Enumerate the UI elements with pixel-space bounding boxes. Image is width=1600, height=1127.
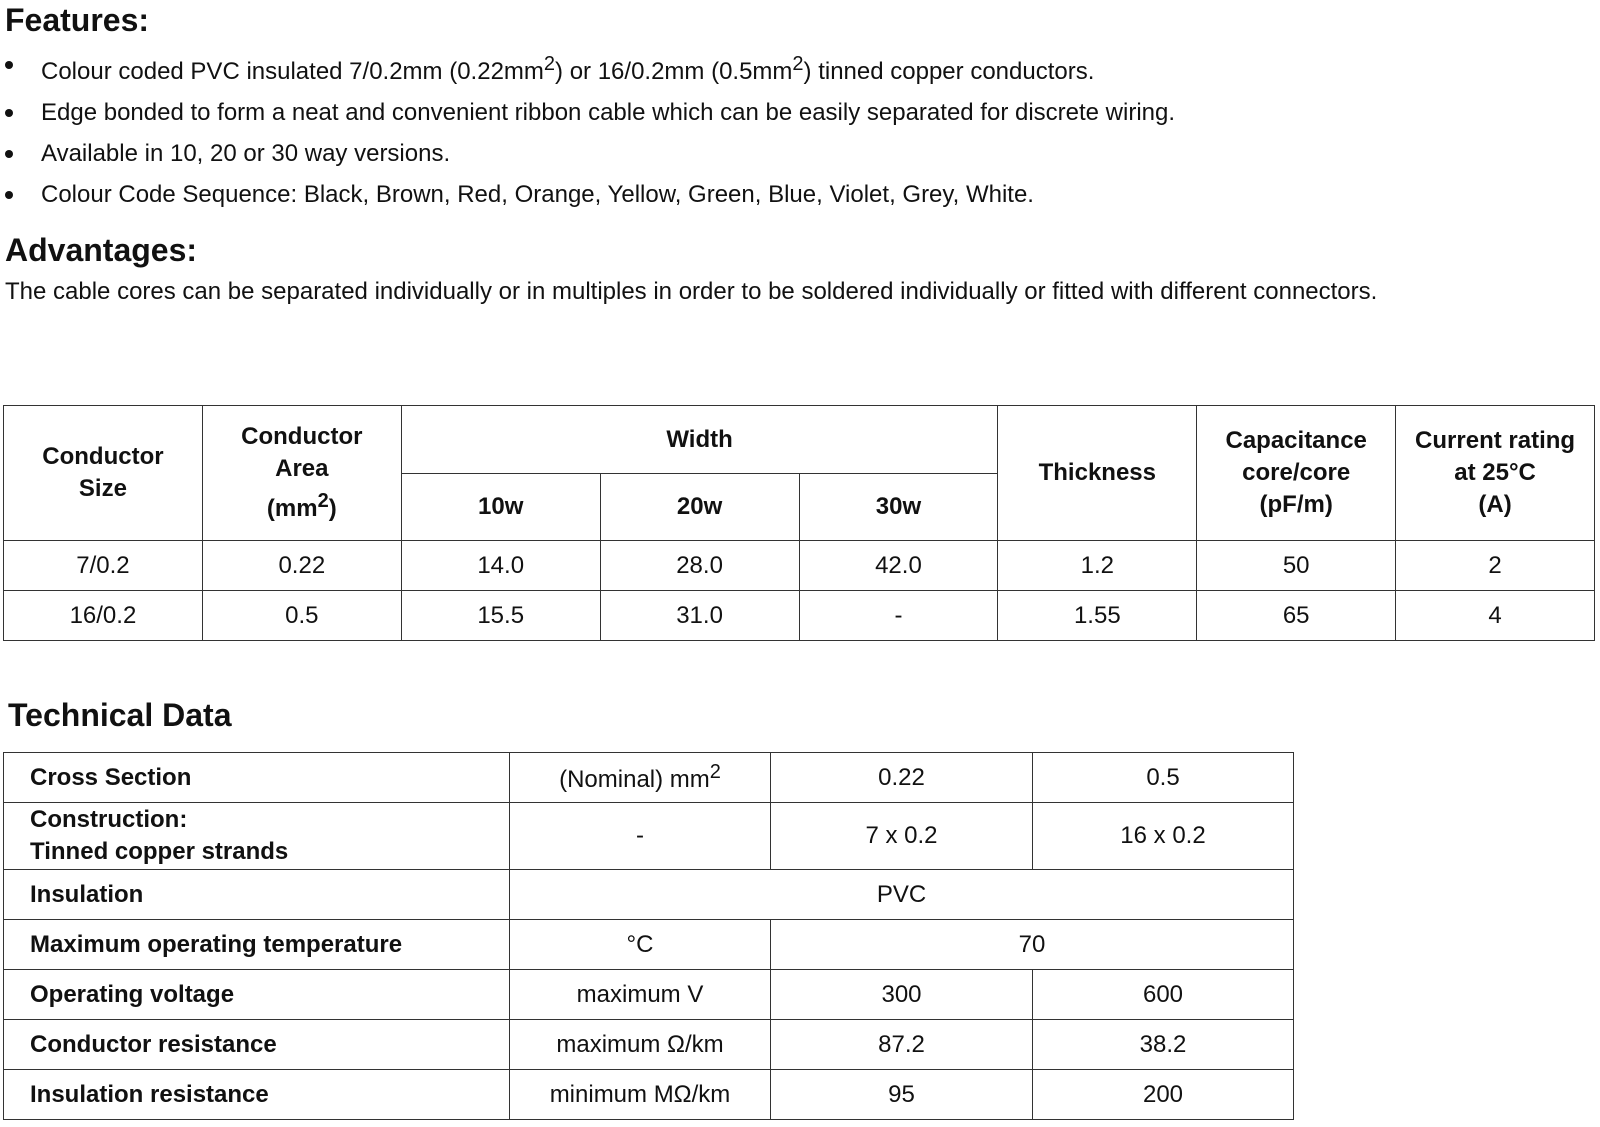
- cell-size: 16/0.2: [4, 591, 203, 641]
- superscript: 2: [543, 53, 556, 75]
- technical-data-heading: Technical Data: [8, 697, 232, 733]
- header-capacitance: Capacitance core/core (pF/m): [1197, 406, 1396, 541]
- cell-w20: 31.0: [600, 591, 799, 641]
- feature-item-conductors: [0, 44, 1175, 92]
- feature-item-versions: [0, 133, 1175, 174]
- value-insulation-resistance-1: 95: [771, 1070, 1033, 1120]
- header-conductor-size: Conductor Size: [4, 406, 203, 541]
- label-construction: Construction: Tinned copper strands: [4, 803, 510, 870]
- table-row: [4, 591, 1595, 641]
- technical-data-table: [3, 752, 1294, 1120]
- bullet-icon: [5, 150, 13, 158]
- header-width-30w: 30w: [799, 474, 998, 541]
- advantages-text: The cable cores can be separated individually or in multiples in order to be soldered individually or fitted with different connectors.: [5, 278, 1378, 305]
- value-max-temperature: 70: [771, 920, 1294, 970]
- cell-thickness: 1.2: [998, 541, 1197, 591]
- row-operating-voltage: [4, 970, 1294, 1020]
- row-construction: [4, 803, 1294, 870]
- superscript: 2: [792, 53, 804, 75]
- header-thickness: Thickness: [998, 406, 1197, 541]
- value-operating-voltage-2: 600: [1033, 970, 1294, 1020]
- header-current-rating: Current rating at 25°C (A): [1396, 406, 1595, 541]
- cell-capacitance: 65: [1197, 591, 1396, 641]
- cell-w20: 28.0: [600, 541, 799, 591]
- label-insulation: Insulation: [4, 870, 510, 920]
- label-max-temperature: Maximum operating temperature: [4, 920, 510, 970]
- value-conductor-resistance-1: 87.2: [771, 1020, 1033, 1070]
- unit-cross-section: (Nominal) $mm^2$: [510, 753, 771, 803]
- cell-w10: 14.0: [401, 541, 600, 591]
- header-conductor-area: Conductor Area $(mm^2)$: [202, 406, 401, 541]
- header-width-10w: 10w: [401, 474, 600, 541]
- row-conductor-resistance: [4, 1020, 1294, 1070]
- row-insulation: [4, 870, 1294, 920]
- cell-current: 2: [1396, 541, 1595, 591]
- feature-text: Available in 10, 20 or 30 way versions.: [41, 140, 451, 167]
- label-insulation-resistance: Insulation resistance: [4, 1070, 510, 1120]
- value-construction-1: 7 x 0.2: [771, 803, 1033, 870]
- bullet-icon: [5, 191, 13, 199]
- value-insulation-resistance-2: 200: [1033, 1070, 1294, 1120]
- unit-insulation-resistance: minimum MΩ/km: [510, 1070, 771, 1120]
- cell-w30: -: [799, 591, 998, 641]
- cell-current: 4: [1396, 591, 1595, 641]
- cell-w30: 42.0: [799, 541, 998, 591]
- feature-text-post: ) tinned copper conductors.: [803, 58, 1095, 85]
- value-conductor-resistance-2: 38.2: [1033, 1020, 1294, 1070]
- value-cross-section-1: 0.22: [771, 753, 1033, 803]
- label-operating-voltage: Operating voltage: [4, 970, 510, 1020]
- bullet-icon: [5, 109, 13, 117]
- unit-conductor-resistance: maximum Ω/km: [510, 1020, 771, 1070]
- feature-item-edge-bonded: [0, 92, 1175, 133]
- unit-operating-voltage: maximum V: [510, 970, 771, 1020]
- spec-table: [3, 405, 1595, 641]
- advantages-heading: Advantages:: [5, 232, 198, 268]
- table-row: [4, 541, 1595, 591]
- row-insulation-resistance: [4, 1070, 1294, 1120]
- bullet-icon: [5, 61, 13, 69]
- cell-thickness: 1.55: [998, 591, 1197, 641]
- value-operating-voltage-1: 300: [771, 970, 1033, 1020]
- value-construction-2: 16 x 0.2: [1033, 803, 1294, 870]
- value-cross-section-2: 0.5: [1033, 753, 1294, 803]
- cell-area: 0.22: [202, 541, 401, 591]
- value-insulation: PVC: [510, 870, 1294, 920]
- feature-text: Edge bonded to form a neat and convenient ribbon cable which can be easily separated for discrete wiring.: [41, 99, 1176, 126]
- header-width-20w: 20w: [600, 474, 799, 541]
- label-conductor-resistance: Conductor resistance: [4, 1020, 510, 1070]
- unit-construction: -: [510, 803, 771, 870]
- cell-size: 7/0.2: [4, 541, 203, 591]
- cell-w10: 15.5: [401, 591, 600, 641]
- features-heading: Features:: [5, 2, 150, 38]
- feature-text-mid: ) or 16/0.2mm (0.5mm: [555, 58, 793, 85]
- feature-text-pre: Colour coded PVC insulated 7/0.2mm (0.22mm: [41, 58, 544, 85]
- row-cross-section: [4, 753, 1294, 803]
- label-cross-section: Cross Section: [4, 753, 510, 803]
- cell-capacitance: 50: [1197, 541, 1396, 591]
- row-max-temperature: [4, 920, 1294, 970]
- features-list: [0, 44, 1175, 215]
- unit-max-temperature: °C: [510, 920, 771, 970]
- cell-area: 0.5: [202, 591, 401, 641]
- header-width: Width: [401, 406, 998, 474]
- feature-item-colour-code: [0, 174, 1175, 215]
- feature-text: Colour Code Sequence: Black, Brown, Red, Orange, Yellow, Green, Blue, Violet, Grey, White.: [41, 181, 1034, 208]
